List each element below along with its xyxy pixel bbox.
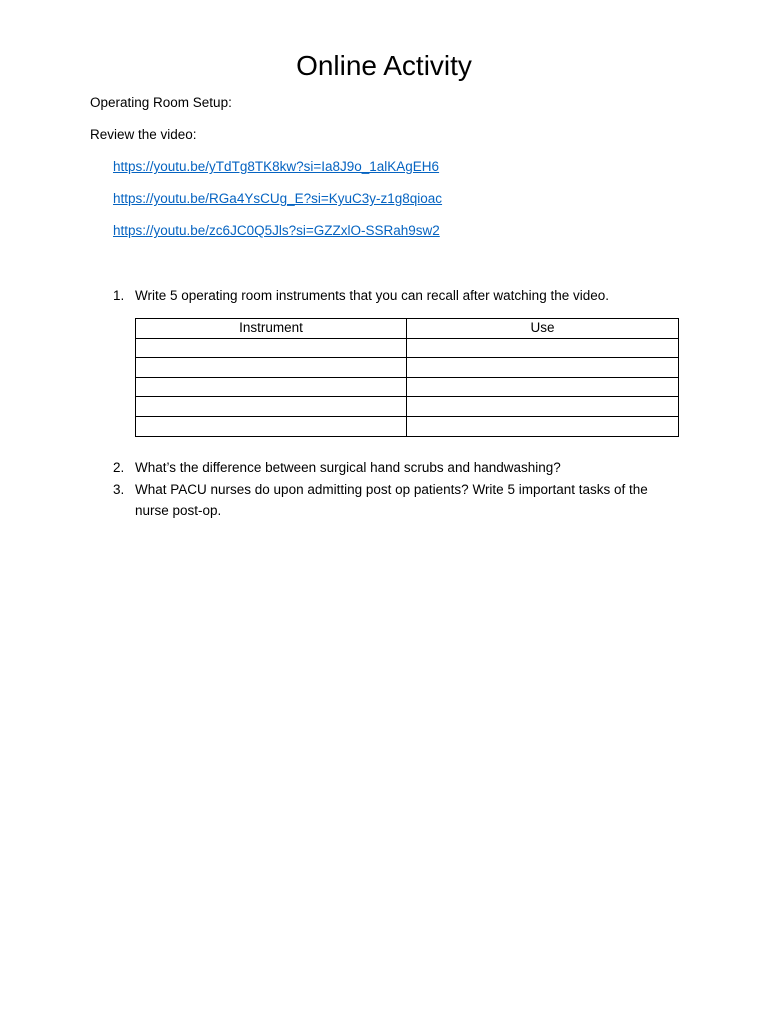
question-number: 1. bbox=[113, 288, 125, 303]
instrument-cell[interactable] bbox=[136, 377, 407, 397]
column-header-instrument: Instrument bbox=[136, 319, 407, 339]
table-header-row bbox=[136, 319, 679, 339]
table-row bbox=[136, 377, 679, 397]
use-cell[interactable] bbox=[407, 416, 679, 436]
use-cell[interactable] bbox=[407, 397, 679, 417]
question-number: 2. bbox=[113, 460, 125, 475]
instrument-cell[interactable] bbox=[136, 338, 407, 358]
use-cell[interactable] bbox=[407, 338, 679, 358]
column-header-use: Use bbox=[407, 319, 679, 339]
table-row bbox=[136, 358, 679, 378]
question-3 bbox=[113, 479, 683, 521]
use-cell[interactable] bbox=[407, 358, 679, 378]
question-text: What PACU nurses do upon admitting post op patients? Write 5 important tasks of the nurse post-op. bbox=[135, 482, 648, 518]
instrument-cell[interactable] bbox=[136, 358, 407, 378]
section-heading: Operating Room Setup: bbox=[90, 95, 232, 110]
video-link-2[interactable]: https://youtu.be/RGa4YsCUg_E?si=KyuC3y-z1g8qioac bbox=[113, 191, 443, 206]
instruments-table bbox=[135, 318, 679, 437]
question-number: 3. bbox=[113, 482, 125, 497]
table-row bbox=[136, 397, 679, 417]
instrument-cell[interactable] bbox=[136, 416, 407, 436]
question-2 bbox=[113, 457, 683, 478]
video-link-3[interactable]: https://youtu.be/zc6JC0Q5Jls?si=GZZxlO-SSRah9sw2 bbox=[113, 223, 440, 238]
use-cell[interactable] bbox=[407, 377, 679, 397]
video-link-1[interactable]: https://youtu.be/yTdTg8TK8kw?si=Ia8J9o_1alKAgEH6 bbox=[113, 159, 440, 174]
table-row bbox=[136, 338, 679, 358]
table-row bbox=[136, 416, 679, 436]
page-title: Online Activity bbox=[296, 50, 472, 81]
question-text: What’s the difference between surgical hand scrubs and handwashing? bbox=[135, 460, 561, 475]
instrument-cell[interactable] bbox=[136, 397, 407, 417]
question-text: Write 5 operating room instruments that you can recall after watching the video. bbox=[135, 288, 609, 303]
review-prompt: Review the video: bbox=[90, 127, 197, 142]
question-1 bbox=[113, 285, 683, 306]
